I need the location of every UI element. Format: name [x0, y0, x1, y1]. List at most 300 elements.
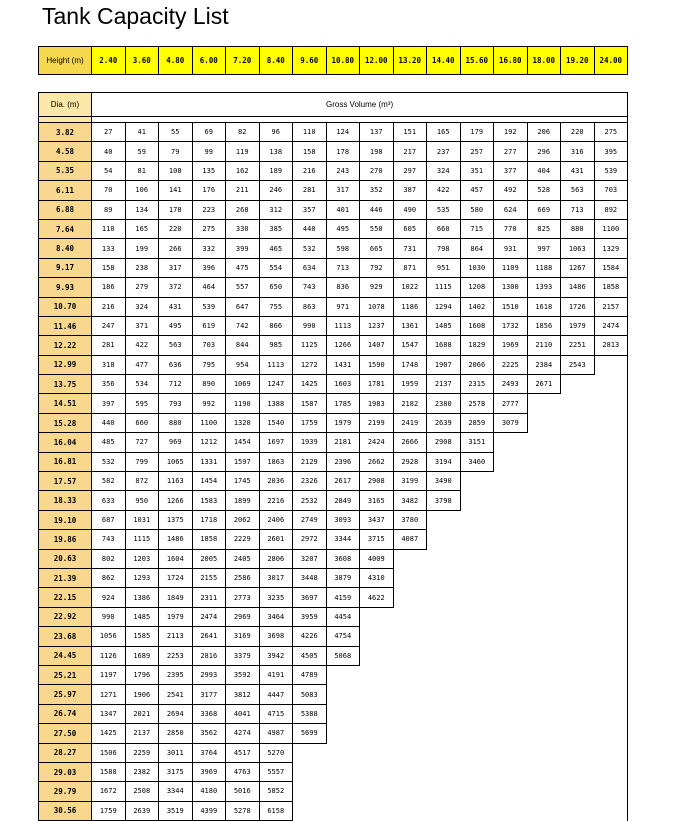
volume-cell: 951 [427, 258, 461, 277]
empty-cell [561, 433, 595, 452]
volume-cell: 223 [192, 200, 226, 219]
volume-cell: 2532 [293, 491, 327, 510]
empty-cell [460, 762, 494, 781]
empty-cell [460, 743, 494, 762]
volume-cell: 990 [293, 316, 327, 335]
empty-cell [360, 743, 394, 762]
empty-cell [561, 472, 595, 491]
empty-cell [594, 627, 628, 646]
diameter-cell: 18.33 [39, 491, 92, 510]
volume-cell: 2601 [259, 530, 293, 549]
volume-cell: 2225 [494, 355, 528, 374]
empty-cell [527, 685, 561, 704]
volume-cell: 356 [92, 375, 126, 394]
volume-cell: 158 [92, 258, 126, 277]
volume-cell: 4763 [226, 762, 260, 781]
volume-cell: 1604 [159, 549, 193, 568]
volume-cell: 1979 [159, 607, 193, 626]
volume-cell: 3437 [360, 510, 394, 529]
volume-cell: 1603 [326, 375, 360, 394]
diameter-cell: 6.11 [39, 181, 92, 200]
empty-cell [561, 607, 595, 626]
volume-cell: 880 [561, 219, 595, 238]
volume-cell: 598 [326, 239, 360, 258]
volume-cell: 2036 [259, 472, 293, 491]
empty-cell [494, 452, 528, 471]
volume-cell: 4454 [326, 607, 360, 626]
volume-cell: 892 [594, 200, 628, 219]
volume-cell: 1294 [427, 297, 461, 316]
volume-cell: 189 [259, 161, 293, 180]
table-row [39, 510, 628, 529]
volume-cell: 27 [92, 123, 126, 142]
volume-cell: 3169 [226, 627, 260, 646]
volume-cell: 1759 [293, 413, 327, 432]
volume-cell: 387 [393, 181, 427, 200]
volume-cell: 377 [494, 161, 528, 180]
empty-cell [561, 743, 595, 762]
empty-cell [527, 607, 561, 626]
volume-cell: 2671 [527, 375, 561, 394]
empty-cell [427, 627, 461, 646]
volume-cell: 647 [226, 297, 260, 316]
volume-cell: 1022 [393, 278, 427, 297]
volume-cell: 1329 [594, 239, 628, 258]
volume-cell: 440 [293, 219, 327, 238]
volume-cell: 237 [427, 142, 461, 161]
height-value: 3.60 [125, 47, 159, 75]
volume-cell: 3482 [393, 491, 427, 510]
height-value: 9.60 [293, 47, 327, 75]
volume-cell: 1125 [293, 336, 327, 355]
volume-cell: 1197 [92, 665, 126, 684]
empty-cell [594, 646, 628, 665]
volume-cell: 3177 [192, 685, 226, 704]
empty-cell [561, 375, 595, 394]
height-value: 7.20 [226, 47, 260, 75]
volume-cell: 2639 [427, 413, 461, 432]
volume-cell: 528 [527, 181, 561, 200]
volume-cell: 296 [527, 142, 561, 161]
volume-cell: 138 [259, 142, 293, 161]
volume-cell: 1506 [92, 743, 126, 762]
volume-cell: 3764 [192, 743, 226, 762]
volume-cell: 1078 [360, 297, 394, 316]
volume-cell: 550 [360, 219, 394, 238]
volume-cell: 1485 [427, 316, 461, 335]
empty-cell [594, 491, 628, 510]
volume-cell: 198 [360, 142, 394, 161]
table-row [39, 627, 628, 646]
diameter-cell: 5.35 [39, 161, 92, 180]
height-header-table [38, 46, 628, 75]
empty-cell [527, 549, 561, 568]
volume-cell: 1454 [226, 433, 260, 452]
diameter-cell: 29.79 [39, 782, 92, 801]
volume-cell: 2493 [494, 375, 528, 394]
diameter-cell: 29.03 [39, 762, 92, 781]
volume-cell: 2617 [326, 472, 360, 491]
empty-cell [494, 433, 528, 452]
volume-cell: 1979 [326, 413, 360, 432]
empty-cell [494, 549, 528, 568]
volume-cell: 3194 [427, 452, 461, 471]
empty-cell [393, 568, 427, 587]
volume-cell: 742 [226, 316, 260, 335]
volume-cell: 431 [561, 161, 595, 180]
empty-cell [427, 704, 461, 723]
volume-cell: 4987 [259, 724, 293, 743]
empty-cell [427, 685, 461, 704]
empty-cell [494, 530, 528, 549]
volume-cell: 2382 [125, 762, 159, 781]
diameter-cell: 13.75 [39, 375, 92, 394]
volume-cell: 4517 [226, 743, 260, 762]
volume-cell: 178 [159, 200, 193, 219]
empty-cell [494, 743, 528, 762]
volume-cell: 475 [226, 258, 260, 277]
volume-cell: 2849 [326, 491, 360, 510]
volume-cell: 1899 [226, 491, 260, 510]
empty-cell [460, 549, 494, 568]
volume-cell: 2806 [259, 549, 293, 568]
table-row [39, 782, 628, 801]
empty-cell [460, 782, 494, 801]
volume-cell: 2199 [360, 413, 394, 432]
volume-cell: 1331 [192, 452, 226, 471]
empty-cell [594, 375, 628, 394]
volume-cell: 2908 [360, 472, 394, 491]
volume-cell: 557 [226, 278, 260, 297]
volume-cell: 871 [393, 258, 427, 277]
height-value: 6.00 [192, 47, 226, 75]
volume-cell: 582 [92, 472, 126, 491]
volume-cell: 1745 [226, 472, 260, 491]
volume-cell: 1126 [92, 646, 126, 665]
table-row [39, 142, 628, 161]
volume-cell: 1100 [594, 219, 628, 238]
volume-cell: 96 [259, 123, 293, 142]
volume-cell: 3235 [259, 588, 293, 607]
volume-cell: 279 [125, 278, 159, 297]
volume-cell: 4087 [393, 530, 427, 549]
empty-cell [494, 607, 528, 626]
empty-cell [393, 743, 427, 762]
volume-cell: 2666 [393, 433, 427, 452]
volume-cell: 798 [427, 239, 461, 258]
volume-cell: 2129 [293, 452, 327, 471]
volume-cell: 199 [125, 239, 159, 258]
height-value: 2.40 [92, 47, 126, 75]
volume-cell: 216 [92, 297, 126, 316]
diameter-cell: 15.28 [39, 413, 92, 432]
dia-label: Dia. (m) [39, 93, 92, 117]
volume-cell: 1293 [125, 568, 159, 587]
volume-cell: 457 [460, 181, 494, 200]
volume-cell: 1388 [259, 394, 293, 413]
volume-cell: 1585 [125, 627, 159, 646]
volume-cell: 446 [360, 200, 394, 219]
volume-cell: 238 [125, 258, 159, 277]
volume-cell: 318 [92, 355, 126, 374]
volume-cell: 401 [326, 200, 360, 219]
volume-cell: 703 [594, 181, 628, 200]
diameter-cell: 25.97 [39, 685, 92, 704]
volume-cell: 106 [125, 181, 159, 200]
volume-cell: 216 [293, 161, 327, 180]
volume-cell: 1979 [561, 316, 595, 335]
volume-cell: 1748 [393, 355, 427, 374]
empty-cell [360, 627, 394, 646]
volume-cell: 2216 [259, 491, 293, 510]
volume-cell: 727 [125, 433, 159, 452]
volume-cell: 464 [192, 278, 226, 297]
volume-cell: 3011 [159, 743, 193, 762]
volume-cell: 281 [92, 336, 126, 355]
volume-cell: 2972 [293, 530, 327, 549]
volume-cell: 1796 [125, 665, 159, 684]
empty-cell [360, 685, 394, 704]
volume-cell: 5270 [259, 743, 293, 762]
empty-cell [460, 588, 494, 607]
volume-cell: 4447 [259, 685, 293, 704]
height-value: 15.60 [460, 47, 494, 75]
volume-cell: 990 [92, 607, 126, 626]
volume-cell: 650 [259, 278, 293, 297]
volume-cell: 665 [360, 239, 394, 258]
volume-cell: 135 [192, 161, 226, 180]
volume-cell: 1969 [494, 336, 528, 355]
volume-cell: 2816 [192, 646, 226, 665]
volume-cell: 793 [159, 394, 193, 413]
diameter-cell: 6.88 [39, 200, 92, 219]
volume-label: Gross Volume (m³) [92, 93, 628, 117]
empty-cell [594, 801, 628, 820]
volume-cell: 275 [192, 219, 226, 238]
volume-cell: 6158 [259, 801, 293, 820]
volume-cell: 1781 [360, 375, 394, 394]
empty-cell [527, 704, 561, 723]
volume-cell: 4754 [326, 627, 360, 646]
table-row [39, 394, 628, 413]
table-row [39, 685, 628, 704]
diameter-cell: 8.40 [39, 239, 92, 258]
empty-cell [527, 491, 561, 510]
volume-cell: 371 [125, 316, 159, 335]
empty-cell [527, 665, 561, 684]
empty-cell [360, 762, 394, 781]
volume-cell: 1724 [159, 568, 193, 587]
volume-cell: 89 [92, 200, 126, 219]
volume-cell: 1386 [125, 588, 159, 607]
diameter-cell: 19.10 [39, 510, 92, 529]
diameter-cell: 26.74 [39, 704, 92, 723]
volume-cell: 539 [192, 297, 226, 316]
volume-cell: 332 [192, 239, 226, 258]
volume-cell: 1688 [427, 336, 461, 355]
empty-cell [561, 413, 595, 432]
volume-cell: 3592 [226, 665, 260, 684]
volume-cell: 2251 [561, 336, 595, 355]
volume-cell: 1939 [293, 433, 327, 452]
diameter-cell: 3.82 [39, 123, 92, 142]
diameter-cell: 16.04 [39, 433, 92, 452]
volume-cell: 605 [393, 219, 427, 238]
volume-cell: 54 [92, 161, 126, 180]
empty-cell [561, 549, 595, 568]
empty-cell [293, 782, 327, 801]
volume-cell: 687 [92, 510, 126, 529]
empty-cell [393, 685, 427, 704]
volume-cell: 1785 [326, 394, 360, 413]
volume-cell: 713 [561, 200, 595, 219]
empty-cell [561, 704, 595, 723]
volume-cell: 165 [125, 219, 159, 238]
volume-cell: 1540 [259, 413, 293, 432]
volume-cell: 316 [561, 142, 595, 161]
volume-cell: 477 [125, 355, 159, 374]
empty-cell [561, 530, 595, 549]
volume-cell: 1375 [159, 510, 193, 529]
volume-cell: 1113 [326, 316, 360, 335]
empty-cell [494, 472, 528, 491]
empty-cell [561, 665, 595, 684]
height-value: 10.80 [326, 47, 360, 75]
empty-cell [460, 665, 494, 684]
volume-cell: 1959 [393, 375, 427, 394]
volume-cell: 2113 [159, 627, 193, 646]
volume-cell: 1906 [125, 685, 159, 704]
height-value: 14.40 [427, 47, 461, 75]
volume-cell: 1208 [460, 278, 494, 297]
volume-cell: 495 [326, 219, 360, 238]
volume-cell: 532 [92, 452, 126, 471]
volume-cell: 880 [159, 413, 193, 432]
volume-cell: 3379 [226, 646, 260, 665]
volume-cell: 485 [92, 433, 126, 452]
table-row [39, 161, 628, 180]
volume-cell: 1454 [192, 472, 226, 491]
table-row [39, 762, 628, 781]
volume-cell: 2380 [427, 394, 461, 413]
volume-cell: 1347 [92, 704, 126, 723]
volume-cell: 1858 [192, 530, 226, 549]
volume-cell: 247 [92, 316, 126, 335]
volume-cell: 397 [92, 394, 126, 413]
empty-cell [561, 801, 595, 820]
volume-cell: 580 [460, 200, 494, 219]
volume-cell: 1863 [259, 452, 293, 471]
volume-cell: 4622 [360, 588, 394, 607]
empty-cell [427, 782, 461, 801]
volume-cell: 220 [159, 219, 193, 238]
volume-cell: 1583 [192, 491, 226, 510]
diameter-cell: 21.39 [39, 568, 92, 587]
volume-cell: 1266 [159, 491, 193, 510]
volume-cell: 277 [494, 142, 528, 161]
volume-cell: 5699 [293, 724, 327, 743]
volume-cell: 2508 [125, 782, 159, 801]
empty-cell [460, 510, 494, 529]
volume-cell: 3812 [226, 685, 260, 704]
volume-cell: 4505 [293, 646, 327, 665]
volume-cell: 55 [159, 123, 193, 142]
volume-cell: 351 [460, 161, 494, 180]
volume-cell: 317 [159, 258, 193, 277]
volume-cell: 532 [293, 239, 327, 258]
empty-cell [360, 665, 394, 684]
empty-cell [561, 762, 595, 781]
volume-cell: 3464 [259, 607, 293, 626]
empty-cell [594, 782, 628, 801]
volume-cell: 985 [259, 336, 293, 355]
volume-cell: 1584 [594, 258, 628, 277]
volume-cell: 440 [92, 413, 126, 432]
volume-cell: 108 [159, 161, 193, 180]
diameter-cell: 23.68 [39, 627, 92, 646]
volume-cell: 2639 [125, 801, 159, 820]
volume-cell: 1510 [494, 297, 528, 316]
volume-cell: 1271 [92, 685, 126, 704]
volume-cell: 539 [594, 161, 628, 180]
diameter-cell: 12.22 [39, 336, 92, 355]
volume-cell: 1486 [159, 530, 193, 549]
volume-cell: 5068 [326, 646, 360, 665]
volume-cell: 372 [159, 278, 193, 297]
table-row [39, 549, 628, 568]
empty-cell [360, 607, 394, 626]
volume-cell: 1063 [561, 239, 595, 258]
table-row [39, 588, 628, 607]
volume-cell: 595 [125, 394, 159, 413]
empty-cell [594, 413, 628, 432]
volume-cell: 2474 [192, 607, 226, 626]
volume-cell: 1212 [192, 433, 226, 452]
volume-cell: 119 [226, 142, 260, 161]
empty-cell [460, 491, 494, 510]
table-row [39, 200, 628, 219]
volume-cell: 206 [527, 123, 561, 142]
empty-cell [594, 433, 628, 452]
volume-cell: 1618 [527, 297, 561, 316]
empty-cell [527, 530, 561, 549]
volume-cell: 99 [192, 142, 226, 161]
volume-cell: 3969 [192, 762, 226, 781]
volume-cell: 2384 [527, 355, 561, 374]
empty-cell [494, 568, 528, 587]
table-row [39, 452, 628, 471]
volume-cell: 1393 [527, 278, 561, 297]
volume-cell: 2424 [360, 433, 394, 452]
volume-cell: 422 [125, 336, 159, 355]
empty-cell [326, 704, 360, 723]
volume-cell: 133 [92, 239, 126, 258]
volume-cell: 3608 [326, 549, 360, 568]
empty-cell [594, 510, 628, 529]
volume-cell: 268 [226, 200, 260, 219]
empty-cell [393, 801, 427, 820]
table-row [39, 297, 628, 316]
volume-cell: 1587 [293, 394, 327, 413]
empty-cell [594, 549, 628, 568]
table-row [39, 278, 628, 297]
diameter-cell: 17.57 [39, 472, 92, 491]
volume-cell: 69 [192, 123, 226, 142]
volume-cell: 165 [427, 123, 461, 142]
volume-cell: 312 [259, 200, 293, 219]
diameter-cell: 9.93 [39, 278, 92, 297]
volume-cell: 495 [159, 316, 193, 335]
